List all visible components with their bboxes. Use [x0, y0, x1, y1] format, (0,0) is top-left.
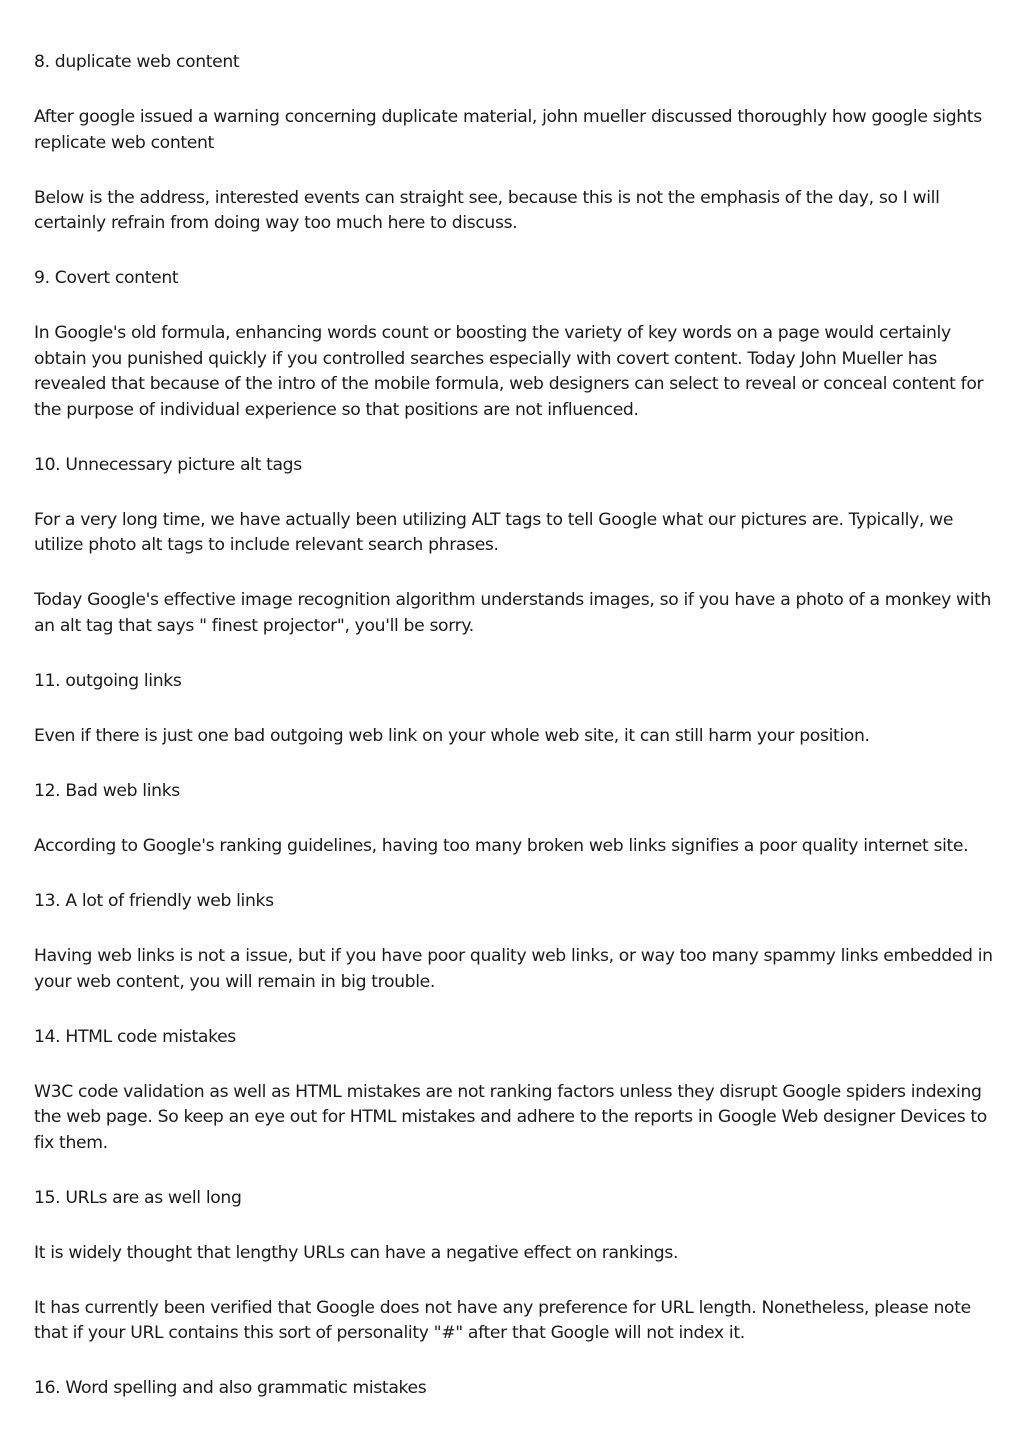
heading-10-alt-tags: 10. Unnecessary picture alt tags	[34, 454, 302, 475]
heading-13-friendly-links: 13. A lot of friendly web links	[34, 890, 274, 911]
heading-15-long-urls: 15. URLs are as well long	[34, 1187, 242, 1208]
paragraph-long-urls: It is widely thought that lengthy URLs can have a negative effect on rankings.	[34, 1242, 679, 1263]
paragraph-outgoing-links: Even if there is just one bad outgoing web link on your whole web site, it can still harm your position.	[34, 726, 870, 747]
paragraph-html-mistakes: W3C code validation as well as HTML mistakes are not ranking factors unless they disrupt Google spiders indexing the web page. So keep an eye out for HTML mistakes and adhere to the reports in Google Web designer Devices to fix them.	[34, 1081, 987, 1153]
heading-11-outgoing-links: 11. outgoing links	[34, 671, 182, 692]
heading-14-html-mistakes: 14. HTML code mistakes	[34, 1026, 236, 1047]
document-body	[34, 50, 994, 1431]
heading-8-duplicate-content: 8. duplicate web content	[34, 52, 240, 72]
paragraph-image-recognition: Today Google's effective image recognition algorithm understands images, so if you have a photo of a monkey with an alt tag that says " finest projector", you'll be sorry.	[34, 590, 992, 637]
heading-16-spelling-grammar: 16. Word spelling and also grammatic mistakes	[34, 1378, 427, 1399]
heading-9-covert-content: 9. Covert content	[34, 268, 179, 289]
paragraph-friendly-links: Having web links is not a issue, but if you have poor quality web links, or way too many spammy links embedded in your web content, you will remain in big trouble.	[34, 945, 993, 992]
paragraph-duplicate-warning: After google issued a warning concerning duplicate material, john mueller discussed thoroughly how google sights replicate web content	[34, 106, 982, 153]
paragraph-covert-content: In Google's old formula, enhancing words count or boosting the variety of key words on a page would certainly obtain you punished quickly if you controlled searches especially with covert content. Today John Mueller has revealed that because of the intro of the mobile formula, web designers can select to reveal or conceal content for the purpose of individual experience so that positions are not influenced.	[34, 323, 984, 420]
paragraph-address-note: Below is the address, interested events can straight see, because this is not the emphasis of the day, so I will certainly refrain from doing way too much here to discuss.	[34, 187, 940, 234]
paragraph-alt-tags-usage: For a very long time, we have actually been utilizing ALT tags to tell Google what our pictures are. Typically, we utilize photo alt tags to include relevant search phrases.	[34, 509, 954, 556]
paragraph-bad-links: According to Google's ranking guidelines, having too many broken web links signifies a poor quality internet site.	[34, 835, 969, 856]
heading-12-bad-links: 12. Bad web links	[34, 781, 180, 801]
paragraph-url-length: It has currently been verified that Google does not have any preference for URL length. Nonetheless, please note that if your URL contains this sort of personality "#" after that Google will not index it.	[34, 1297, 971, 1344]
